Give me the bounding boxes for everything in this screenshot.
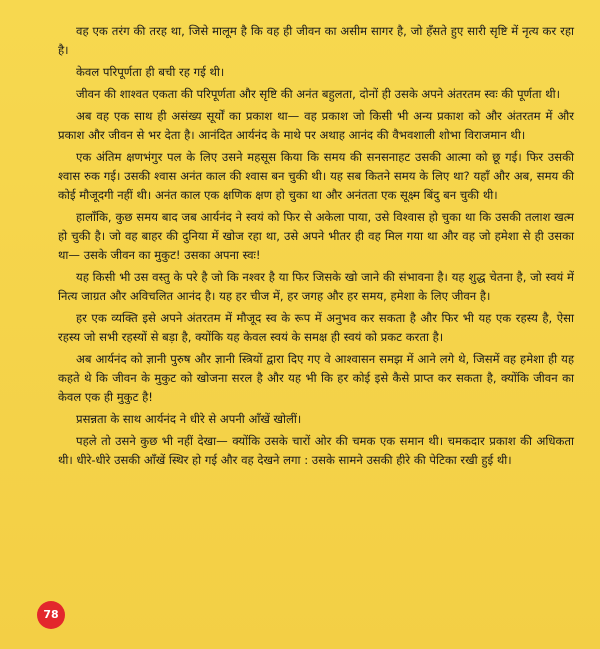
paragraph-10: प्रसन्नता के साथ आर्यनंद ने धीरे से अपनी आँखें खोलीं। [76, 412, 302, 426]
paragraph-1: वह एक तरंग की तरह था, जिसे मालूम है कि वह ही जीवन का असीम सागर है, जो हँसते हुए सारी सृष्टि में नृत्य कर रहा है। [58, 24, 574, 57]
paragraph-11: पहले तो उसने कुछ भी नहीं देखा— क्योंकि उसके चारों ओर की चमक एक समान थी। चमकदार प्रकाश की अधिकता थी। धीरे-धीरे उसकी आँखें स्थिर हो गई और वह देखने लगा : उसके सामने उसकी हीरे की पेटिका रखी हुई थी। [58, 434, 574, 467]
paragraph-5: एक अंतिम क्षणभंगुर पल के लिए उसने महसूस किया कि समय की सनसनाहट उसकी आत्मा को छू गई। फिर उसकी श्वास रुक गई। उसकी श्वास अनंत काल की श्वास बन चुकी थी। यह सब कितने समय के लिए था? यहाँ और अब, समय की कोई मौजूदगी नहीं थी। अनंत काल एक क्षणिक क्षण हो चुका था और अनंतता एक सूक्ष्म बिंदु बन चुकी थी। [58, 150, 574, 202]
paragraph-3: जीवन की शाश्वत एकता की परिपूर्णता और सृष्टि की अनंत बहुलता, दोनों ही उसके अपने अंतरतम स्वः की पूर्णता थी। [76, 87, 561, 101]
paragraph-6: हालाँकि, कुछ समय बाद जब आर्यनंद ने स्वयं को फिर से अकेला पाया, उसे विश्वास हो चुका था कि उसकी तलाश खत्म हो चुकी है। जो वह बाहर की दुनिया में खोज रहा था, उसे अपने भीतर ही वह मिल गया था और वह जो हमेशा से ही उसका था— उसके जीवन का मुकुट! उसका अपना स्वः! [58, 210, 574, 262]
paragraph-9: अब आर्यनंद को ज्ञानी पुरुष और ज्ञानी स्त्रियों द्वारा दिए गए वे आश्वासन समझ में आने लगे थे, जिसमें वह हमेशा ही यह कहते थे कि जीवन के मुकुट को खोजना सरल है और यह भी कि हर कोई इसे कैसे प्राप्त कर सकता है, क्योंकि जीवन का केवल एक ही मुकुट है! [58, 352, 574, 404]
paragraph-2: केवल परिपूर्णता ही बची रह गई थी। [76, 65, 225, 79]
body-text [58, 22, 574, 473]
paragraph-4: अब वह एक साथ ही असंख्य सूर्यों का प्रकाश था— वह प्रकाश जो किसी भी अन्य प्रकाश को और अंतरतम में और प्रकाश और जीवन से भर देता है। आनंदित आर्यनंद के माथे पर अथाह आनंद की वैभवशाली शोभा विराजमान थी। [58, 109, 574, 142]
paragraph-7: यह किसी भी उस वस्तु के परे है जो कि नश्वर है या फिर जिसके खो जाने की संभावना है। यह शुद्ध चेतना है, जो स्वयं में नित्य जाग्रत और अविचलित आनंद है। यह हर चीज में, हर जगह और हर समय, हमेशा के लिए जीवन है। [58, 270, 574, 303]
page-number-badge: 78 [37, 601, 65, 629]
paragraph-8: हर एक व्यक्ति इसे अपने अंतरतम में मौजूद स्व के रूप में अनुभव कर सकता है और फिर भी यह एक रहस्य है, ऐसा रहस्य जो सभी रहस्यों से बड़ा है, क्योंकि यह केवल स्वयं के समक्ष ही स्वयं को प्रकट करता है। [58, 311, 574, 344]
